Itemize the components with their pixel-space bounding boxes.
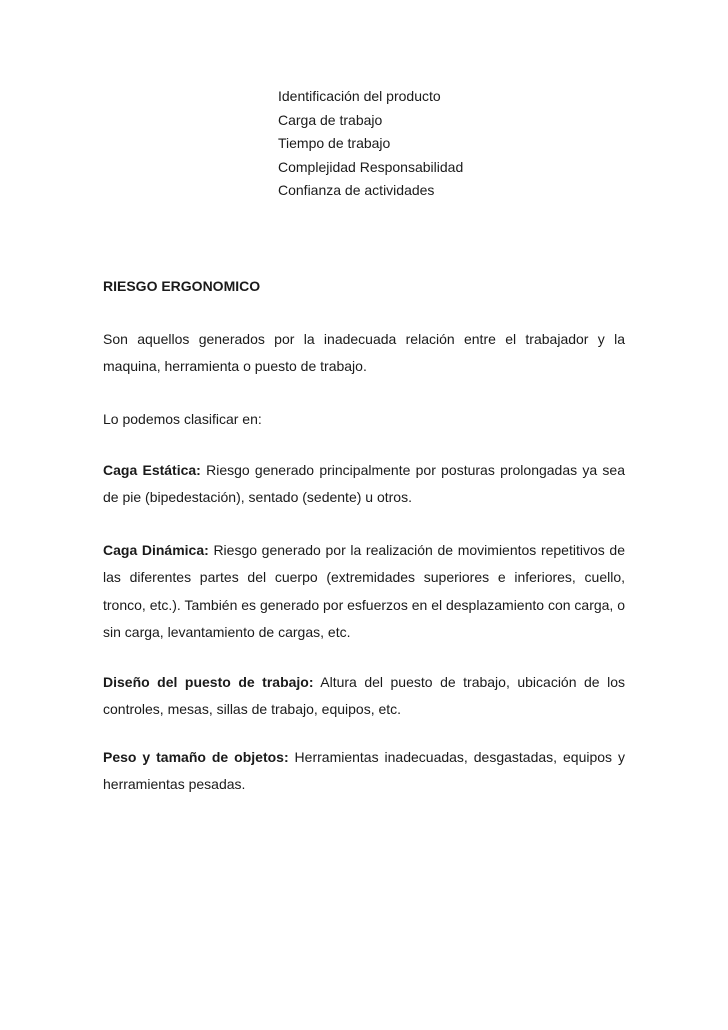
peso-objetos-paragraph bbox=[103, 744, 625, 799]
list-item: Complejidad Responsabilidad bbox=[278, 158, 464, 175]
term-label: Caga Estática: bbox=[103, 462, 201, 478]
term-label: Caga Dinámica: bbox=[103, 542, 209, 558]
intro-paragraph: Son aquellos generados por la inadecuada relación entre el trabajador y la maquina, herramienta o puesto de trabajo. bbox=[103, 331, 625, 375]
term-label: Diseño del puesto de trabajo: bbox=[103, 674, 314, 690]
list-item: Carga de trabajo bbox=[278, 111, 383, 128]
term-description: Altura del puesto de trabajo, ubicación de los controles, mesas, sillas de trabajo, equipos, etc. bbox=[103, 674, 625, 718]
diseno-puesto-paragraph bbox=[103, 669, 625, 724]
section-heading: RIESGO ERGONOMICO bbox=[103, 278, 261, 294]
list-item: Confianza de actividades bbox=[278, 182, 435, 198]
carga-dinamica-paragraph bbox=[103, 537, 625, 646]
classification-paragraph: Lo podemos clasificar en: bbox=[103, 411, 262, 427]
list-item: Tiempo de trabajo bbox=[278, 135, 391, 151]
list-item: Identificación del producto bbox=[278, 88, 441, 104]
factor-list bbox=[278, 88, 463, 206]
term-description: Riesgo generado por la realización de movimientos repetitivos de las diferentes partes del cuerpo (extremidades superiores e inferiores, cuello, tronco, etc.). También es generado por esfuerzos en el desplazamiento con carga, o sin carga, levantamiento de cargas, etc. bbox=[103, 542, 625, 640]
carga-estatica-paragraph bbox=[103, 457, 625, 512]
term-label: Peso y tamaño de objetos: bbox=[103, 749, 289, 765]
term-description: Herramientas inadecuadas, desgastadas, equipos y herramientas pesadas. bbox=[103, 749, 625, 793]
term-description: Riesgo generado principalmente por posturas prolongadas ya sea de pie (bipedestación), sentado (sedente) u otros. bbox=[103, 462, 625, 506]
